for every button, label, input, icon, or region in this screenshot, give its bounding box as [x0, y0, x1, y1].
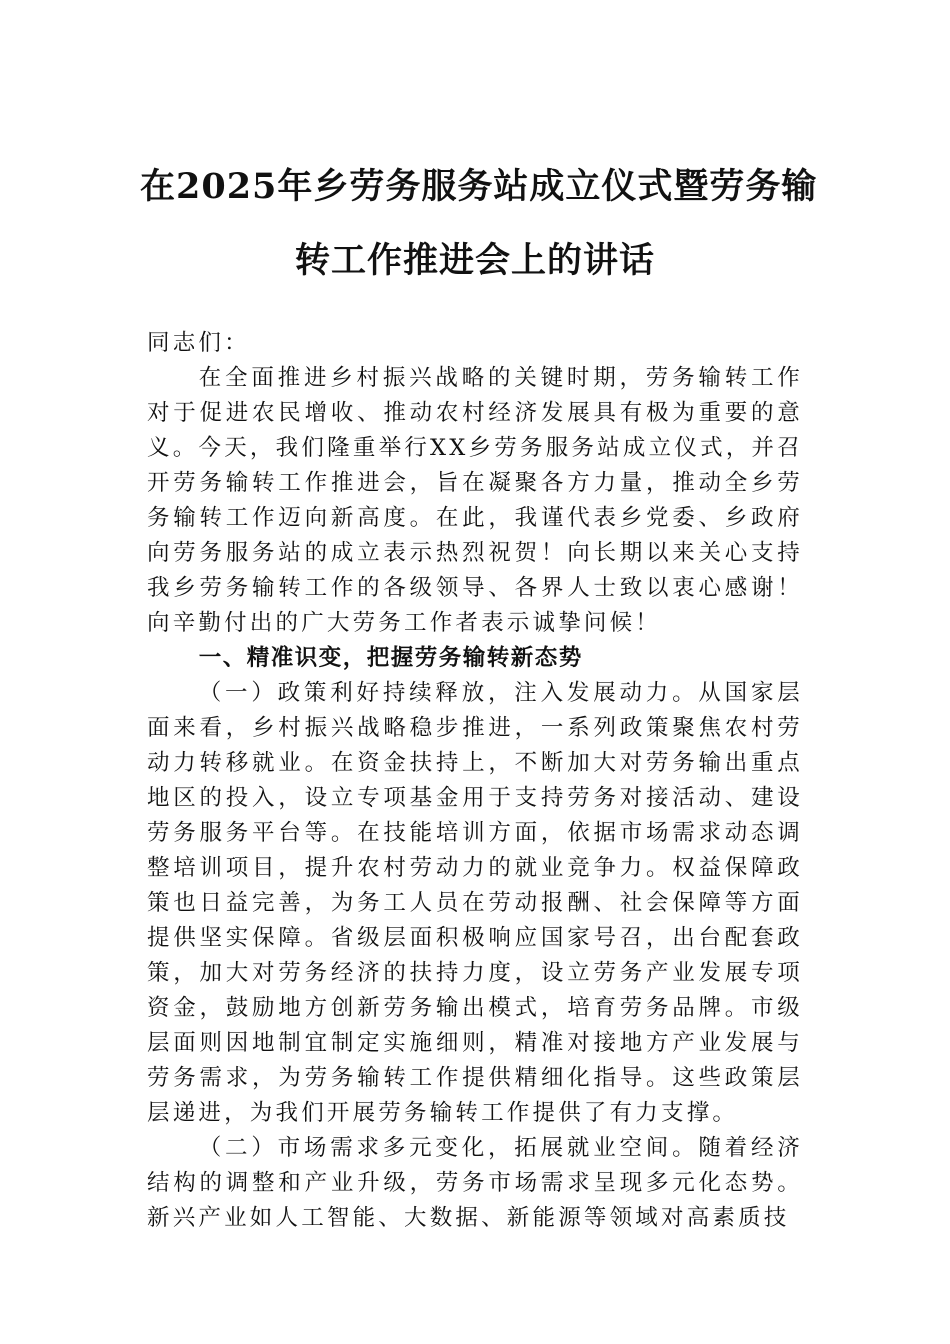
subsection-lead-1: （一）政策利好持续释放，注入发展动力。 — [198, 680, 699, 706]
title-line-2: 转工作推进会上的讲话 — [294, 240, 655, 281]
subsection-paragraph-1 — [147, 676, 803, 1131]
subsection-body-1: 从国家层面来看，乡村振兴战略稳步推进，一系列政策聚焦农村劳动力转移就业。在资金扶持上，不断加大对劳务输出重点地区的投入，设立专项基金用于支持劳务对接活动、建设劳务服务平台等。在技能培训方面，依据市场需求动态调整培训项目，提升农村劳动力的就业竞争力。权益保障政策也日益完善，为务工人员在劳动报酬、社会保障等方面提供坚实保障。省级层面积极响应国家号召，出台配套政策，加大对劳务经济的扶持力度，设立劳务产业发展专项资金，鼓励地方创新劳务输出模式，培育劳务品牌。市级层面则因地制宜制定实施细则，精准对接地方产业发展与劳务需求，为劳务输转工作提供精细化指导。这些政策层层递进，为我们开展劳务输转工作提供了有力支撑。 — [147, 680, 803, 1126]
opening-paragraph: 在全面推进乡村振兴战略的关键时期，劳务输转工作对于促进农民增收、推动农村经济发展具有极为重要的意义。今天，我们隆重举行XX乡劳务服务站成立仪式，并召开劳务输转工作推进会，旨在凝聚各方力量，推动全乡劳务输转工作迈向新高度。在此，我谨代表乡党委、乡政府向劳务服务站的成立表示热烈祝贺！向长期以来关心支持我乡劳务输转工作的各级领导、各界人士致以衷心感谢！向辛勤付出的广大劳务工作者表示诚挚问候！ — [147, 365, 803, 636]
subsection-lead-2: （二）市场需求多元变化，拓展就业空间。 — [198, 1135, 699, 1161]
section-heading-1: 一、精准识变，把握劳务输转新态势 — [198, 645, 583, 671]
document-body — [147, 326, 803, 1236]
subsection-paragraph-2 — [147, 1131, 803, 1236]
title-line-1: 在2025年乡劳务服务站成立仪式暨劳务输 — [140, 166, 818, 207]
salutation: 同志们： — [147, 330, 250, 356]
document-title — [140, 150, 818, 298]
subsection-body-2: 随着经济结构的调整和产业升级，劳务市场需求呈现多元化态势。新兴产业如人工智能、大数据、新能源等领域对高素质技 — [147, 1135, 803, 1231]
